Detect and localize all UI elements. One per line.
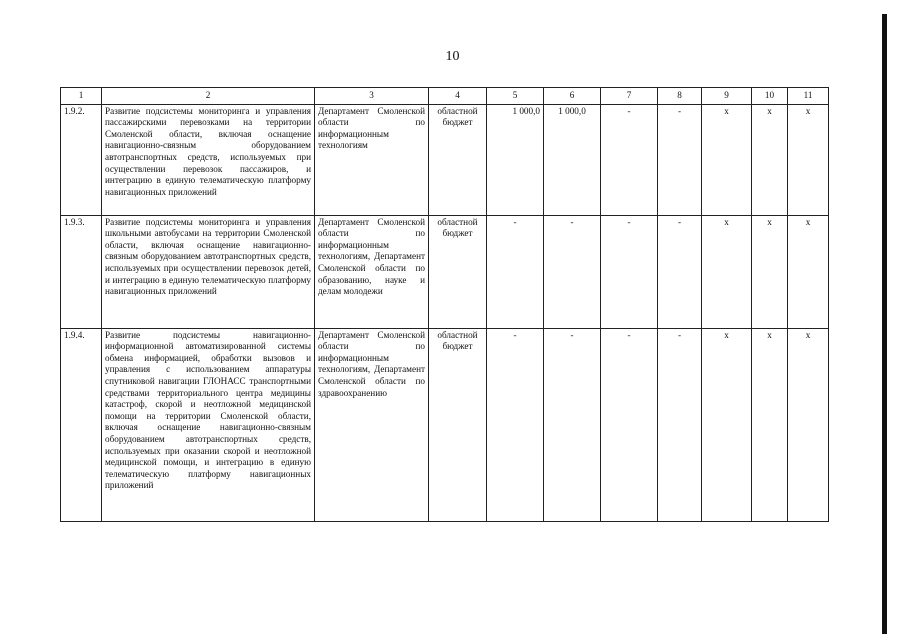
program-table: [60, 87, 829, 522]
row-col6: 1 000,0: [544, 104, 601, 215]
header-row: [61, 88, 829, 105]
row-col10: х: [752, 328, 788, 521]
col-header-11: 11: [788, 88, 829, 105]
table-row: [61, 104, 829, 215]
row-col11: х: [788, 215, 829, 328]
col-header-4: 4: [429, 88, 487, 105]
table-row: [61, 328, 829, 521]
row-col5: 1 000,0: [487, 104, 544, 215]
row-description: Развитие подсистемы навигационно-информационной автоматизированной системы обмена информацией, обработки вызовов и управления с использованием аппаратуры спутниковой навигации ГЛОНАСС транспортными средствами территориального центра медицины катастроф, скорой и неотложной медицинской помощи на территории Смоленской области, включая оснащение навигационно-связным оборудованием автотранспортных средств, используемых при оказании скорой и неотложной медицинской помощи, и интеграцию в единую телематическую платформу навигационных приложений: [102, 328, 315, 521]
row-col9: х: [702, 215, 752, 328]
row-funding-source: областной бюджет: [429, 328, 487, 521]
col-header-8: 8: [658, 88, 702, 105]
row-executor: Департамент Смоленской области по информационным технологиям, Департамент Смоленской области по здравоохранению: [315, 328, 429, 521]
row-funding-source: областной бюджет: [429, 104, 487, 215]
row-col9: х: [702, 328, 752, 521]
col-header-9: 9: [702, 88, 752, 105]
row-number: 1.9.4.: [61, 328, 102, 521]
row-col7: -: [601, 215, 658, 328]
row-number: 1.9.3.: [61, 215, 102, 328]
row-description: Развитие подсистемы мониторинга и управления пассажирскими перевозками на территории Смоленской области, включая оснащение навигационно-связным оборудованием автотранспортных средств, используемых при осуществлении перевозок пассажиров, и интеграцию в единую телематическую платформу навигационных приложений: [102, 104, 315, 215]
row-col9: х: [702, 104, 752, 215]
row-col8: -: [658, 215, 702, 328]
row-col11: х: [788, 328, 829, 521]
table-row: [61, 215, 829, 328]
row-col5: -: [487, 328, 544, 521]
col-header-5: 5: [487, 88, 544, 105]
row-description: Развитие подсистемы мониторинга и управления школьными автобусами на территории Смоленской области, включая оснащение навигационно-связным оборудованием автотранспортных средств, используемых при осуществлении перевозок детей, и интеграцию в единую телематическую платформу навигационных приложений: [102, 215, 315, 328]
row-col5: -: [487, 215, 544, 328]
col-header-2: 2: [102, 88, 315, 105]
row-number: 1.9.2.: [61, 104, 102, 215]
row-col10: х: [752, 104, 788, 215]
scan-edge-line: [882, 14, 887, 634]
page-number: 10: [445, 49, 460, 64]
row-executor: Департамент Смоленской области по информационным технологиям: [315, 104, 429, 215]
col-header-6: 6: [544, 88, 601, 105]
row-col11: х: [788, 104, 829, 215]
row-executor: Департамент Смоленской области по информационным технологиям, Департамент Смоленской области по образованию, науке и делам молодежи: [315, 215, 429, 328]
row-col6: -: [544, 215, 601, 328]
row-col8: -: [658, 328, 702, 521]
row-funding-source: областной бюджет: [429, 215, 487, 328]
row-col6: -: [544, 328, 601, 521]
col-header-1: 1: [61, 88, 102, 105]
row-col10: х: [752, 215, 788, 328]
row-col8: -: [658, 104, 702, 215]
col-header-7: 7: [601, 88, 658, 105]
col-header-3: 3: [315, 88, 429, 105]
row-col7: -: [601, 328, 658, 521]
col-header-10: 10: [752, 88, 788, 105]
row-col7: -: [601, 104, 658, 215]
